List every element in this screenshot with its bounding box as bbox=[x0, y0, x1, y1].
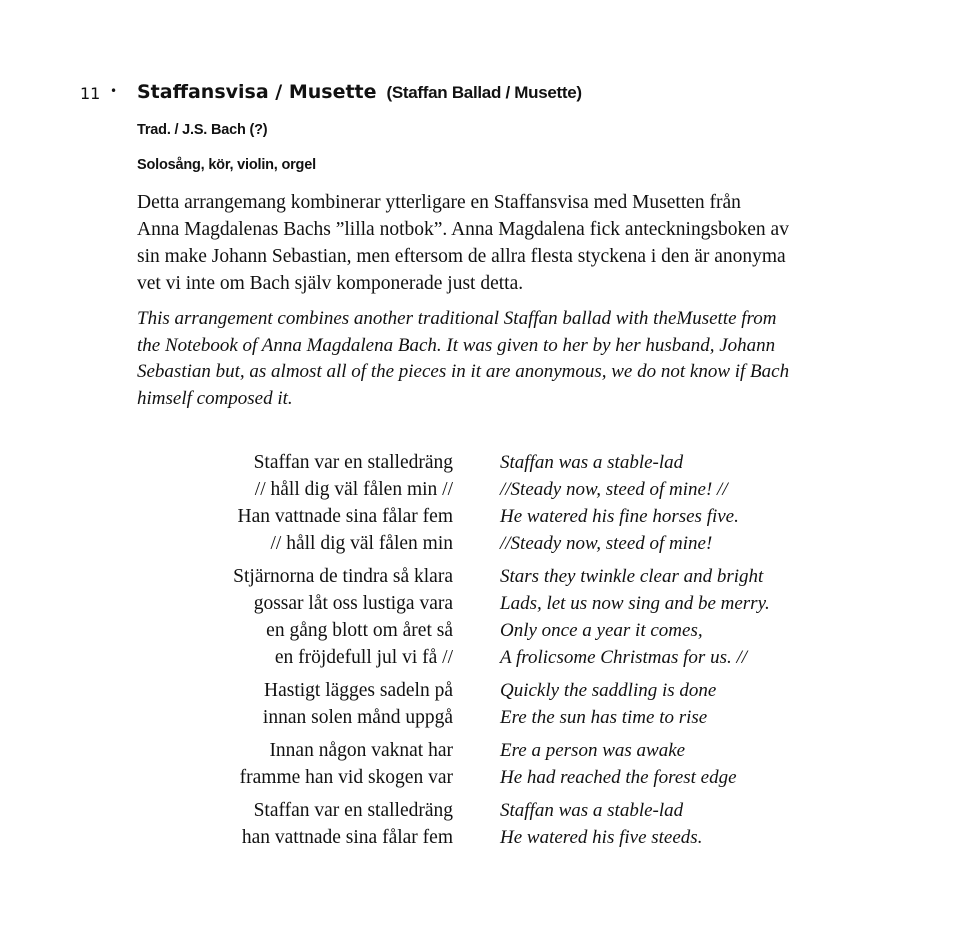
lyric-swedish: // håll dig väl fålen min // bbox=[254, 479, 453, 500]
lyric-swedish: Han vattnade sina fålar fem bbox=[237, 506, 453, 527]
text-line: Sebastian but, as almost all of the pieces in it are anonymous, we do not know if Bach bbox=[137, 361, 790, 382]
lyric-swedish: en gång blott om året så bbox=[266, 620, 453, 641]
lyric-line bbox=[0, 797, 953, 824]
text-line: vet vi inte om Bach själv komponerade just detta. bbox=[137, 273, 524, 294]
composer: Trad. / J.S. Bach (?) bbox=[137, 122, 268, 138]
lyrics bbox=[0, 449, 953, 857]
bullet-marker: • bbox=[110, 84, 118, 98]
instrumentation: Solosång, kör, violin, orgel bbox=[137, 157, 316, 173]
lyric-line bbox=[0, 476, 953, 503]
lyric-english: //Steady now, steed of mine! bbox=[500, 533, 713, 554]
lyric-english: Staffan was a stable-lad bbox=[500, 452, 684, 473]
lyric-english: Stars they twinkle clear and bright bbox=[500, 566, 764, 587]
lyric-swedish: gossar låt oss lustiga vara bbox=[253, 593, 453, 614]
lyric-swedish: Staffan var en stalledräng bbox=[253, 452, 453, 473]
lyric-line bbox=[0, 764, 953, 791]
lyric-english: He watered his fine horses five. bbox=[500, 506, 739, 527]
lyric-swedish: en fröjdefull jul vi få // bbox=[274, 647, 453, 668]
lyric-swedish: Stjärnorna de tindra så klara bbox=[233, 566, 453, 587]
text-line: Detta arrangemang kombinerar ytterligare en Staffansvisa med Musetten från bbox=[137, 192, 741, 213]
lyric-english: Only once a year it comes, bbox=[500, 620, 703, 641]
lyric-line bbox=[0, 449, 953, 476]
page-title bbox=[137, 81, 582, 103]
lyric-line bbox=[0, 503, 953, 530]
lyric-english: He watered his five steeds. bbox=[500, 827, 703, 848]
lyric-line bbox=[0, 644, 953, 671]
lyric-line bbox=[0, 617, 953, 644]
description-english bbox=[137, 306, 877, 412]
lyric-english: Ere the sun has time to rise bbox=[500, 707, 708, 728]
lyric-swedish: han vattnade sina fålar fem bbox=[241, 827, 453, 848]
title-swedish: Staffansvisa / Musette bbox=[137, 81, 377, 103]
lyric-swedish: innan solen månd uppgå bbox=[262, 707, 453, 728]
stanza bbox=[0, 797, 953, 851]
lyric-english: Lads, let us now sing and be merry. bbox=[500, 593, 770, 614]
lyric-english: Staffan was a stable-lad bbox=[500, 800, 684, 821]
text-line: This arrangement combines another traditional Staffan ballad with theMusette from bbox=[137, 308, 777, 329]
lyric-line bbox=[0, 824, 953, 851]
lyric-line bbox=[0, 590, 953, 617]
lyric-english: //Steady now, steed of mine! // bbox=[500, 479, 728, 500]
track-number: 11 bbox=[80, 84, 101, 103]
lyric-english: A frolicsome Christmas for us. // bbox=[500, 647, 748, 668]
title-english: (Staffan Ballad / Musette) bbox=[386, 83, 582, 102]
description-swedish bbox=[137, 189, 877, 297]
stanza bbox=[0, 563, 953, 671]
text-line: Anna Magdalenas Bachs ”lilla notbok”. Anna Magdalena fick anteckningsboken av bbox=[137, 219, 789, 240]
lyric-english: Quickly the saddling is done bbox=[500, 680, 717, 701]
lyric-english: Ere a person was awake bbox=[500, 740, 686, 761]
lyric-line bbox=[0, 704, 953, 731]
lyric-swedish: Staffan var en stalledräng bbox=[253, 800, 453, 821]
lyric-line bbox=[0, 563, 953, 590]
lyric-swedish: // håll dig väl fålen min bbox=[270, 533, 453, 554]
lyric-swedish: Innan någon vaknat har bbox=[269, 740, 453, 761]
text-line: himself composed it. bbox=[137, 387, 293, 409]
lyric-swedish: framme han vid skogen var bbox=[239, 767, 453, 788]
text-line: sin make Johann Sebastian, men eftersom de allra flesta styckena i den är anonyma bbox=[137, 246, 786, 267]
lyric-line bbox=[0, 677, 953, 704]
stanza bbox=[0, 449, 953, 557]
text-line: the Notebook of Anna Magdalena Bach. It was given to her by her husband, Johann bbox=[137, 334, 776, 356]
stanza bbox=[0, 737, 953, 791]
lyric-swedish: Hastigt lägges sadeln på bbox=[264, 680, 453, 701]
lyric-line bbox=[0, 530, 953, 557]
lyric-line bbox=[0, 737, 953, 764]
stanza bbox=[0, 677, 953, 731]
lyric-english: He had reached the forest edge bbox=[500, 767, 737, 788]
